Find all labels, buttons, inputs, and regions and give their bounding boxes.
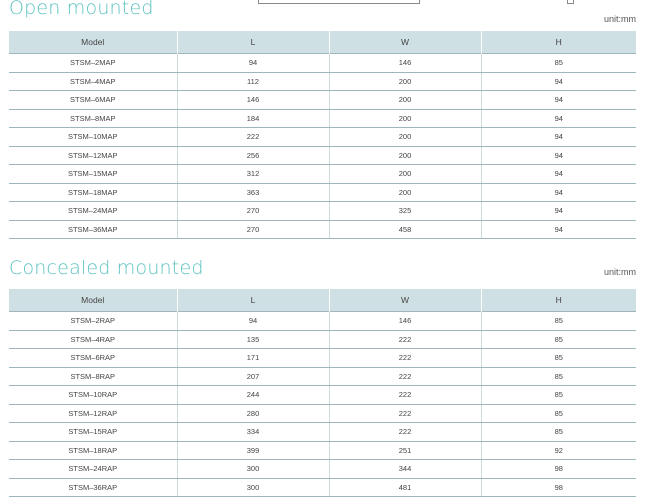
table-row <box>9 165 636 184</box>
cell-l: 300 <box>177 478 329 497</box>
cell-h: 85 <box>481 423 636 442</box>
cell-w: 344 <box>329 460 481 479</box>
concealed-mounted-title: Concealed mounted <box>9 257 204 279</box>
cell-l: 94 <box>177 54 329 73</box>
cell-model: STSM–8RAP <box>9 367 177 386</box>
cell-model: STSM–6RAP <box>9 349 177 368</box>
table-header-row <box>9 31 636 54</box>
cell-h: 98 <box>481 478 636 497</box>
cell-l: 270 <box>177 220 329 239</box>
concealed-mounted-unit: unit:mm <box>603 267 636 277</box>
cell-w: 146 <box>329 54 481 73</box>
cell-l: 256 <box>177 146 329 165</box>
cell-l: 135 <box>177 330 329 349</box>
column-header-l: L <box>177 289 329 312</box>
cell-w: 200 <box>329 183 481 202</box>
cell-w: 200 <box>329 128 481 147</box>
cell-model: STSM–2RAP <box>9 312 177 331</box>
table-row <box>9 202 636 221</box>
cell-h: 85 <box>481 54 636 73</box>
cell-l: 399 <box>177 441 329 460</box>
cell-l: 363 <box>177 183 329 202</box>
cell-w: 222 <box>329 367 481 386</box>
table-row <box>9 367 636 386</box>
cell-h: 85 <box>481 404 636 423</box>
cell-h: 85 <box>481 330 636 349</box>
top-cropped-marker <box>567 0 574 4</box>
column-header-l: L <box>177 31 329 54</box>
cell-model: STSM–10RAP <box>9 386 177 405</box>
cell-model: STSM–36MAP <box>9 220 177 239</box>
column-header-w: W <box>329 289 481 312</box>
open-mounted-unit: unit:mm <box>603 14 636 24</box>
cell-w: 222 <box>329 423 481 442</box>
cell-w: 481 <box>329 478 481 497</box>
column-header-h: H <box>481 31 636 54</box>
table-row <box>9 386 636 405</box>
cell-w: 222 <box>329 330 481 349</box>
cell-l: 280 <box>177 404 329 423</box>
cell-model: STSM–4MAP <box>9 72 177 91</box>
cell-w: 200 <box>329 146 481 165</box>
cell-model: STSM–4RAP <box>9 330 177 349</box>
cell-w: 222 <box>329 386 481 405</box>
cell-model: STSM–24RAP <box>9 460 177 479</box>
column-header-model: Model <box>9 31 177 54</box>
cell-w: 200 <box>329 72 481 91</box>
cell-l: 312 <box>177 165 329 184</box>
cell-l: 94 <box>177 312 329 331</box>
cell-model: STSM–12RAP <box>9 404 177 423</box>
cell-h: 92 <box>481 441 636 460</box>
cell-h: 94 <box>481 146 636 165</box>
cell-model: STSM–36RAP <box>9 478 177 497</box>
cell-l: 270 <box>177 202 329 221</box>
table-row <box>9 441 636 460</box>
cell-h: 85 <box>481 349 636 368</box>
table-row <box>9 183 636 202</box>
cell-w: 222 <box>329 349 481 368</box>
cell-model: STSM–15MAP <box>9 165 177 184</box>
cell-h: 98 <box>481 460 636 479</box>
cell-h: 85 <box>481 312 636 331</box>
cell-model: STSM–10MAP <box>9 128 177 147</box>
cell-h: 94 <box>481 183 636 202</box>
table-row <box>9 349 636 368</box>
cell-model: STSM–2MAP <box>9 54 177 73</box>
table-row <box>9 312 636 331</box>
cell-l: 300 <box>177 460 329 479</box>
table-row <box>9 54 636 73</box>
cell-model: STSM–12MAP <box>9 146 177 165</box>
cell-model: STSM–6MAP <box>9 91 177 110</box>
cell-h: 85 <box>481 367 636 386</box>
table-row <box>9 91 636 110</box>
table-row <box>9 460 636 479</box>
open-mounted-title: Open mounted <box>9 0 154 19</box>
cell-model: STSM–15RAP <box>9 423 177 442</box>
cell-h: 94 <box>481 165 636 184</box>
cell-h: 85 <box>481 386 636 405</box>
table-row <box>9 72 636 91</box>
cell-l: 222 <box>177 128 329 147</box>
cell-l: 146 <box>177 91 329 110</box>
table-header-row <box>9 289 636 312</box>
column-header-w: W <box>329 31 481 54</box>
open-mounted-table <box>9 31 636 239</box>
cell-model: STSM–24MAP <box>9 202 177 221</box>
cell-h: 94 <box>481 220 636 239</box>
cell-l: 334 <box>177 423 329 442</box>
cell-h: 94 <box>481 202 636 221</box>
table-row <box>9 478 636 497</box>
concealed-mounted-table <box>9 289 636 497</box>
table-row <box>9 330 636 349</box>
cell-l: 244 <box>177 386 329 405</box>
cell-l: 184 <box>177 109 329 128</box>
cell-w: 222 <box>329 404 481 423</box>
cell-w: 325 <box>329 202 481 221</box>
column-header-h: H <box>481 289 636 312</box>
cell-w: 200 <box>329 165 481 184</box>
cell-l: 171 <box>177 349 329 368</box>
table-row <box>9 423 636 442</box>
cell-h: 94 <box>481 72 636 91</box>
table-row <box>9 128 636 147</box>
cell-w: 200 <box>329 91 481 110</box>
cell-h: 94 <box>481 128 636 147</box>
cell-w: 200 <box>329 109 481 128</box>
cell-w: 458 <box>329 220 481 239</box>
column-header-model: Model <box>9 289 177 312</box>
cell-l: 207 <box>177 367 329 386</box>
table-row <box>9 404 636 423</box>
table-row <box>9 220 636 239</box>
cell-w: 146 <box>329 312 481 331</box>
cell-l: 112 <box>177 72 329 91</box>
cell-w: 251 <box>329 441 481 460</box>
cell-model: STSM–8MAP <box>9 109 177 128</box>
cell-model: STSM–18RAP <box>9 441 177 460</box>
cell-h: 94 <box>481 109 636 128</box>
table-row <box>9 146 636 165</box>
top-cropped-element <box>258 0 420 4</box>
cell-model: STSM–18MAP <box>9 183 177 202</box>
cell-h: 94 <box>481 91 636 110</box>
table-row <box>9 109 636 128</box>
